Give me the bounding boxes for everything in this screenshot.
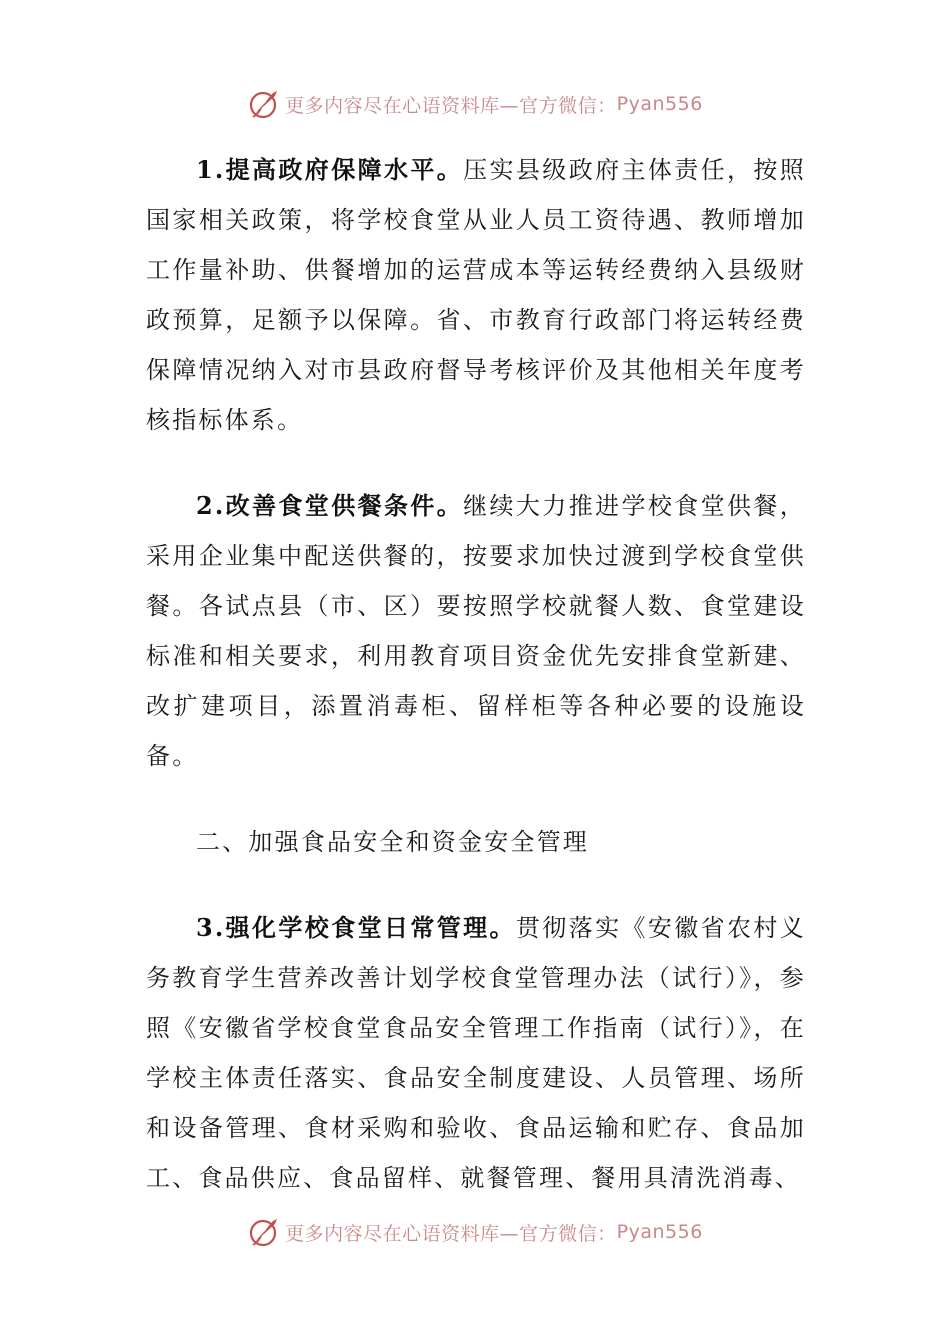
banner-wechat-id: Pyan556 [616,1221,703,1243]
paragraph-2-body: 继续大力推进学校食堂供餐，采用企业集中配送供餐的，按要求加快过渡到学校食堂供餐。各试点县（市、区）要按照学校就餐人数、食堂建设标准和相关要求，利用教育项目资金优先安排食堂新建、改扩建项目，添置消毒柜、留样柜等各种必要的设施设备。 [146,492,806,770]
banner-text: 更多内容尽在心语资料库—官方微信： [285,94,617,117]
paragraph-1 [146,145,806,445]
document-body [146,145,806,1203]
paragraph-1-body: 压实县级政府主体责任，按照国家相关政策，将学校食堂从业人员工资待遇、教师增加工作量补助、供餐增加的运营成本等运转经费纳入县级财政预算，足额予以保障。省、市教育行政部门将运转经费保障情况纳入对市县政府督导考核评价及其他相关年度考核指标体系。 [146,156,806,434]
banner-text: 更多内容尽在心语资料库—官方微信： [285,1222,617,1245]
paragraph-2 [146,481,806,781]
section-heading: 二、加强食品安全和资金安全管理 [196,828,589,856]
paragraph-2-lead: 2.改善食堂供餐条件。 [196,491,464,520]
paragraph-1-lead: 1.提高政府保障水平。 [196,155,464,184]
footer-banner [0,1210,950,1254]
header-banner [0,82,950,126]
paragraph-3-lead: 3.强化学校食堂日常管理。 [196,913,516,942]
quill-pen-logo-icon [247,87,281,121]
paragraph-3-body: 贯彻落实《安徽省农村义务教育学生营养改善计划学校食堂管理办法（试行）》，参照《安徽省学校食堂食品安全管理工作指南（试行）》，在学校主体责任落实、食品安全制度建设、人员管理、场所和设备管理、食材采购和验收、食品运输和贮存、食品加工、食品供应、食品留样、就餐管理、餐用具清洗消毒、 [146,914,807,1192]
banner-wechat-id: Pyan556 [616,93,703,115]
paragraph-3 [146,903,806,1203]
quill-pen-logo-icon [247,1215,281,1249]
